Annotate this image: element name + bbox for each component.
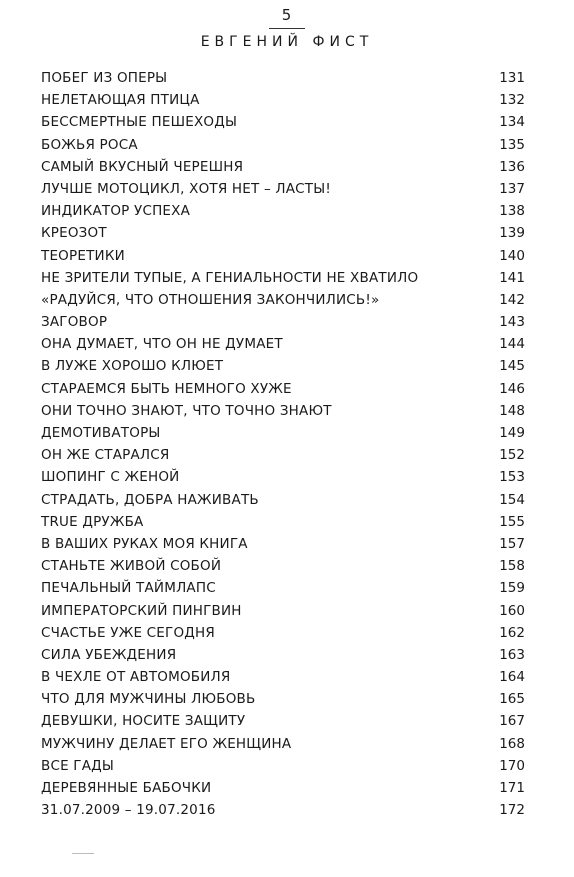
toc-entry xyxy=(41,289,525,311)
toc-entry-title: ПОБЕГ ИЗ ОПЕРЫ xyxy=(41,70,168,86)
page-number: 5 xyxy=(281,6,293,24)
toc-entry-title: ИМПЕРАТОРСКИЙ ПИНГВИН xyxy=(41,602,242,619)
header-divider xyxy=(269,28,305,29)
table-of-contents xyxy=(41,67,525,821)
toc-entry-page: 137 xyxy=(499,180,525,197)
toc-entry xyxy=(41,422,525,444)
toc-entry-title: САМЫЙ ВКУСНЫЙ ЧЕРЕШНЯ xyxy=(41,158,244,175)
toc-entry-title: ЛУЧШЕ МОТОЦИКЛ, ХОТЯ НЕТ – ЛАСТЫ! xyxy=(41,180,331,197)
toc-entry-title: БОЖЬЯ РОСА xyxy=(41,136,138,153)
toc-entry-page: 167 xyxy=(499,713,525,730)
toc-entry-page: 160 xyxy=(499,602,525,619)
toc-entry xyxy=(41,245,525,267)
toc-entry-title: БЕССМЕРТНЫЕ ПЕШЕХОДЫ xyxy=(41,114,238,131)
toc-entry-page: 155 xyxy=(499,513,525,530)
toc-entry xyxy=(41,111,525,133)
toc-entry-page: 154 xyxy=(499,491,525,508)
toc-entry-title: ЗАГОВОР xyxy=(41,314,108,331)
toc-entry-title: В ЧЕХЛЕ ОТ АВТОМОБИЛЯ xyxy=(41,669,231,686)
toc-entry-page: 146 xyxy=(499,380,525,397)
toc-entry-page: 159 xyxy=(499,580,525,597)
toc-entry-page: 131 xyxy=(499,70,525,86)
toc-entry xyxy=(41,688,525,710)
toc-entry-title: СТАРАЕМСЯ БЫТЬ НЕМНОГО ХУЖЕ xyxy=(41,380,292,397)
toc-entry xyxy=(41,577,525,599)
toc-entry xyxy=(41,600,525,622)
toc-entry-page: 152 xyxy=(499,447,525,464)
toc-entry-page: 164 xyxy=(499,669,525,686)
toc-entry-page: 149 xyxy=(499,425,525,441)
toc-entry-page: 157 xyxy=(499,535,525,552)
toc-entry-page: 170 xyxy=(499,757,525,774)
toc-entry-page: 143 xyxy=(499,314,525,331)
toc-entry xyxy=(41,400,525,422)
toc-entry xyxy=(41,644,525,666)
toc-entry xyxy=(41,333,525,355)
toc-entry xyxy=(41,444,525,466)
toc-entry-page: 145 xyxy=(499,358,525,375)
toc-entry xyxy=(41,533,525,555)
toc-entry-page: 138 xyxy=(499,203,525,220)
toc-entry-title: ПЕЧАЛЬНЫЙ ТАЙМЛАПС xyxy=(41,580,216,597)
toc-entry-title: КРЕОЗОТ xyxy=(41,225,107,242)
toc-entry-title: ТЕОРЕТИКИ xyxy=(41,247,125,264)
toc-entry xyxy=(41,511,525,533)
toc-entry xyxy=(41,222,525,244)
toc-entry xyxy=(41,267,525,289)
toc-entry-page: 168 xyxy=(499,735,525,752)
toc-entry xyxy=(41,200,525,222)
toc-entry xyxy=(41,311,525,333)
toc-entry xyxy=(41,134,525,156)
toc-entry-page: 144 xyxy=(499,336,525,353)
toc-entry xyxy=(41,755,525,777)
toc-entry-title: ОНИ ТОЧНО ЗНАЮТ, ЧТО ТОЧНО ЗНАЮТ xyxy=(41,402,332,419)
toc-entry-title: ДЕРЕВЯННЫЕ БАБОЧКИ xyxy=(41,780,212,796)
toc-entry-title: В ВАШИХ РУКАХ МОЯ КНИГА xyxy=(41,535,248,552)
toc-entry-title: TRUE ДРУЖБА xyxy=(41,513,144,530)
toc-entry-page: 158 xyxy=(499,558,525,575)
toc-entry-page: 153 xyxy=(499,469,525,486)
toc-entry-title: ОНА ДУМАЕТ, ЧТО ОН НЕ ДУМАЕТ xyxy=(41,336,283,353)
toc-entry-title: МУЖЧИНУ ДЕЛАЕТ ЕГО ЖЕНЩИНА xyxy=(41,735,292,752)
toc-entry-page: 171 xyxy=(499,780,525,796)
toc-entry-page: 135 xyxy=(499,136,525,153)
toc-entry xyxy=(41,466,525,488)
toc-entry-title: «РАДУЙСЯ, ЧТО ОТНОШЕНИЯ ЗАКОНЧИЛИСЬ!» xyxy=(41,291,380,308)
toc-entry-page: 163 xyxy=(499,646,525,663)
toc-entry xyxy=(41,799,525,821)
toc-entry-title: ИНДИКАТОР УСПЕХА xyxy=(41,203,191,220)
toc-entry xyxy=(41,178,525,200)
toc-entry xyxy=(41,710,525,732)
toc-entry-title: СТАНЬТЕ ЖИВОЙ СОБОЙ xyxy=(41,558,222,575)
toc-entry-title: НЕЛЕТАЮЩАЯ ПТИЦА xyxy=(41,92,200,109)
toc-entry-title: НЕ ЗРИТЕЛИ ТУПЫЕ, А ГЕНИАЛЬНОСТИ НЕ ХВАТИЛО xyxy=(41,269,419,286)
toc-entry-title: СТРАДАТЬ, ДОБРА НАЖИВАТЬ xyxy=(41,491,259,508)
toc-entry-page: 136 xyxy=(499,158,525,175)
toc-entry-title: ВСЕ ГАДЫ xyxy=(41,757,115,774)
toc-entry xyxy=(41,67,525,89)
toc-entry-title: ДЕМОТИВАТОРЫ xyxy=(41,425,161,441)
toc-entry-title: ЧТО ДЛЯ МУЖЧИНЫ ЛЮБОВЬ xyxy=(41,691,256,708)
toc-entry xyxy=(41,777,525,799)
toc-entry xyxy=(41,89,525,111)
toc-entry xyxy=(41,555,525,577)
toc-entry-title: СЧАСТЬЕ УЖЕ СЕГОДНЯ xyxy=(41,624,215,641)
toc-entry-title: ШОПИНГ С ЖЕНОЙ xyxy=(41,469,180,486)
toc-entry-page: 148 xyxy=(499,402,525,419)
author-name: ЕВГЕНИЙ ФИСТ xyxy=(200,34,374,50)
toc-entry xyxy=(41,666,525,688)
toc-entry xyxy=(41,489,525,511)
toc-entry-title: ОН ЖЕ СТАРАЛСЯ xyxy=(41,447,170,464)
toc-entry-page: 172 xyxy=(499,802,525,819)
toc-entry-page: 165 xyxy=(499,691,525,708)
toc-entry-title: ДЕВУШКИ, НОСИТЕ ЗАЩИТУ xyxy=(41,713,246,730)
toc-entry xyxy=(41,355,525,377)
toc-entry xyxy=(41,156,525,178)
toc-entry xyxy=(41,378,525,400)
toc-entry-page: 134 xyxy=(499,114,525,131)
toc-entry-title: 31.07.2009 – 19.07.2016 xyxy=(41,802,216,819)
toc-entry-page: 142 xyxy=(499,291,525,308)
toc-entry-page: 139 xyxy=(499,225,525,242)
footer-mark xyxy=(72,853,94,854)
toc-entry xyxy=(41,622,525,644)
toc-entry-title: СИЛА УБЕЖДЕНИЯ xyxy=(41,646,177,663)
toc-entry-page: 162 xyxy=(499,624,525,641)
toc-entry-page: 140 xyxy=(499,247,525,264)
toc-entry-page: 132 xyxy=(499,92,525,109)
toc-entry xyxy=(41,733,525,755)
toc-entry-title: В ЛУЖЕ ХОРОШО КЛЮЕТ xyxy=(41,358,224,375)
toc-entry-page: 141 xyxy=(499,269,525,286)
